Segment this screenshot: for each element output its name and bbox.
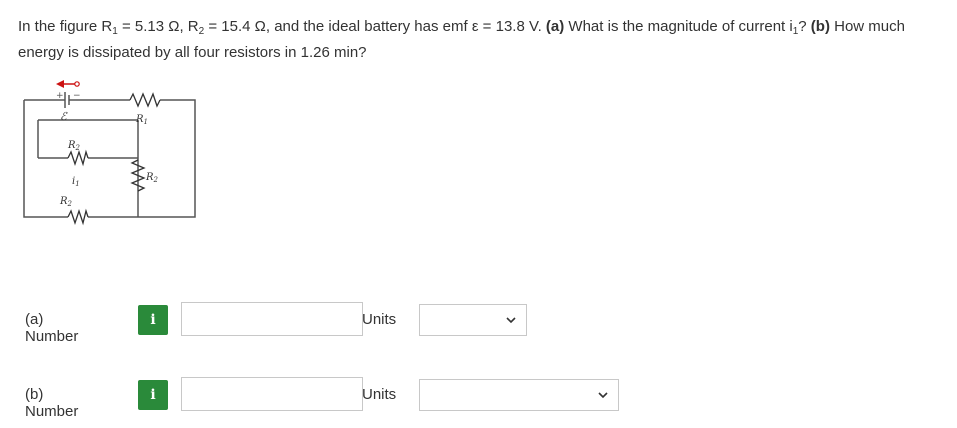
info-icon[interactable]: i [138, 380, 168, 410]
question-text [18, 16, 938, 63]
part-a-label: (a) Number [25, 311, 79, 345]
current-label: $i_1$ [72, 176, 80, 188]
question-segment: = 5.13 Ω, R [117, 18, 199, 35]
question-segment: In the figure R [18, 18, 113, 35]
r2-bottom-label: $R_2$ [60, 196, 72, 208]
part-a-marker: (a) [545, 18, 565, 35]
question-segment: How much energy is dissipated by all four resistors in 1.26 min? [18, 18, 905, 61]
emf-direction-arrow [56, 80, 79, 88]
units-label-a: Units [362, 311, 397, 328]
question-segment: What is the magnitude of current i [564, 18, 793, 35]
battery-plus-label: + [56, 91, 64, 101]
part-b-marker: (b) [810, 18, 830, 35]
subscript: 1 [792, 26, 799, 37]
units-select-a[interactable] [419, 304, 527, 336]
r2-inner-label: $R_2$ [68, 140, 80, 152]
units-label-b: Units [362, 386, 397, 403]
subscript: 1 [112, 26, 118, 37]
r2-right-label: $R_2$ [146, 172, 158, 184]
chevron-down-icon [506, 315, 516, 325]
question-segment: = 15.4 Ω, and the ideal battery has emf ε = 13.8 V. [204, 18, 546, 35]
circuit-figure [18, 78, 208, 238]
subscript: 2 [198, 26, 205, 37]
resistor-r2-bottom [68, 211, 88, 223]
resistor-r2-inner [68, 152, 88, 164]
battery-minus-label: − [73, 91, 81, 101]
info-icon[interactable]: i [138, 305, 168, 335]
resistor-r1 [130, 94, 160, 106]
units-select-b[interactable] [419, 379, 619, 411]
part-b-label: (b) Number [25, 386, 79, 420]
emf-label: ℰ [60, 110, 67, 123]
r1-label: $R_1$ [136, 114, 148, 126]
chevron-down-icon [598, 390, 608, 400]
number-input-b[interactable] [181, 377, 363, 411]
question-segment: ? [798, 18, 811, 35]
number-input-a[interactable] [181, 302, 363, 336]
